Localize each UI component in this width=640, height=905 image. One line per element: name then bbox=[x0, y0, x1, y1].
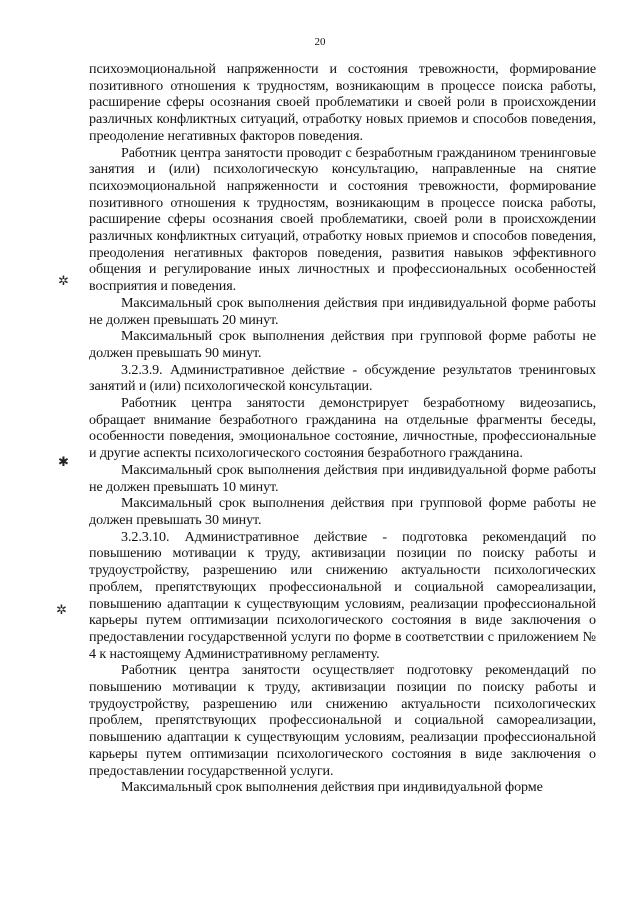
paragraph-time-limit-group: Максимальный срок выполнения действия при групповой форме работы не должен превышать 30 минут. bbox=[89, 495, 596, 528]
scan-mark-icon: ✱ bbox=[58, 454, 69, 469]
scan-mark-icon: ✲ bbox=[56, 602, 67, 617]
paragraph-trainer-actions: Работник центра занятости проводит с безработным гражданином тренинговые занятия и (или) психологическую консультацию, направленные на снятие психоэмоциональной напряженности и состояния тревожности, формирование позитивного отношения к трудностям, возникающим в процессе поиска работы, расширение сферы осознания своей проблематики, своей роли в происхождении различных конфликтных ситуаций, отработку новых приемов и способов поведения, преодоления негативных факторов поведения, развития навыков эффективного общения и регулирование иных личностных и профессиональных особенностей восприятия и поведения. bbox=[89, 144, 596, 295]
paragraph-continuation: психоэмоциональной напряженности и состояния тревожности, формирование позитивного отношения к трудностям, возникающим в процессе поиска работы, расширение сферы осознания своей проблематики и своей роли в происхождении различных конфликтных ситуаций, отработку новых приемов и способов поведения, преодоление негативных факторов поведения. bbox=[89, 61, 596, 144]
paragraph-section-3-2-3-9: 3.2.3.9. Административное действие - обсуждение результатов тренинговых занятий и (или) психологической консультации. bbox=[89, 361, 596, 395]
scan-mark-icon: ✲ bbox=[58, 273, 69, 288]
paragraph-time-limit-individual-cut: Максимальный срок выполнения действия при индивидуальной форме bbox=[121, 779, 543, 796]
paragraph-recommendations: Работник центра занятости осуществляет подготовку рекомендаций по повышению мотивации к труду, активизации позиции по поиску работы и трудоустройству, разрешению или снижению актуальности психологических проблем, препятствующих профессиональной и социальной самореализации, повышению адаптации к существующим условиям, реализации профессиональной карьеры путем оптимизации психологического состояния в виде заключения о предоставлении государственной услуги. bbox=[89, 662, 596, 779]
paragraph-time-limit-individual: Максимальный срок выполнения действия при индивидуальной форме работы не должен превышать 10 минут. bbox=[89, 461, 596, 495]
paragraph-section-3-2-3-10: 3.2.3.10. Административное действие - подготовка рекомендаций по повышению мотивации к труду, активизации позиции по поиску работы и трудоустройству, разрешению или снижению актуальности психологических проблем, препятствующих профессиональной и социальной самореализации, повышению адаптации к существующим условиям, реализации профессиональной карьеры путем оптимизации психологического состояния в виде заключения о предоставлении государственной услуги по форме в соответствии с приложением № 4 к настоящему Административному регламенту. bbox=[89, 528, 596, 662]
paragraph-time-limit-individual: Максимальный срок выполнения действия при индивидуальной форме работы не должен превышать 20 минут. bbox=[89, 294, 596, 328]
body-text bbox=[89, 61, 596, 796]
paragraph-time-limit-group: Максимальный срок выполнения действия при групповой форме работы не должен превышать 90 минут. bbox=[89, 328, 596, 361]
paragraph-video-review: Работник центра занятости демонстрирует безработному видеозапись, обращает внимание безработного гражданина на отдельные фрагменты беседы, особенности поведения, эмоциональное состояние, личностные, профессиональные и другие аспекты психологического состояния безработного гражданина. bbox=[89, 395, 596, 462]
page-number: 20 bbox=[314, 36, 326, 48]
